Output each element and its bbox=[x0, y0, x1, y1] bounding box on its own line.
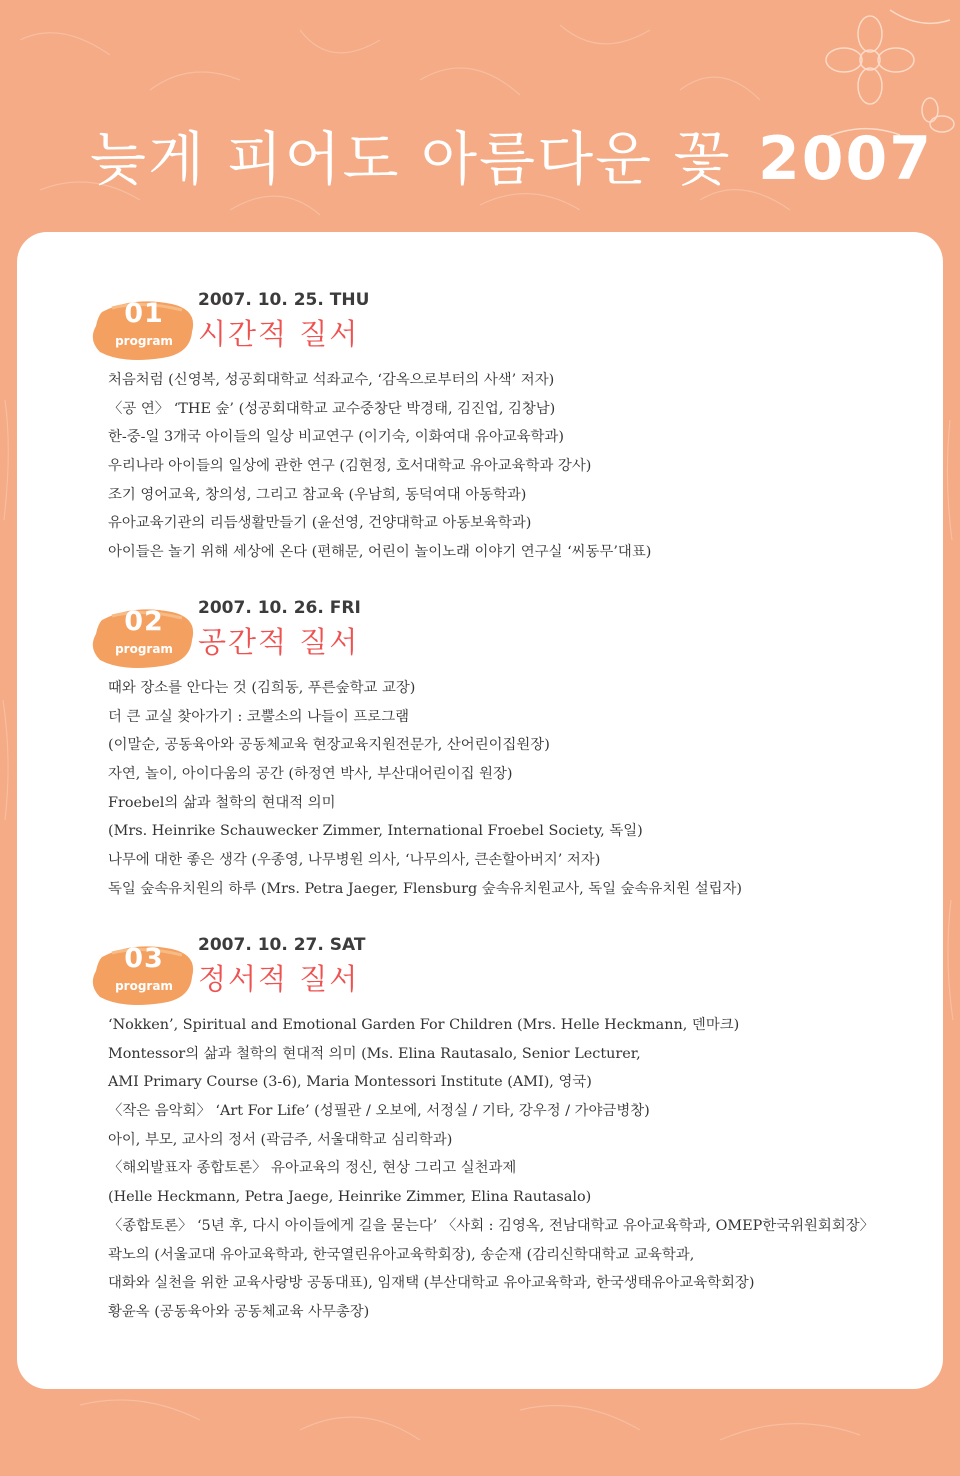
session-item: 아이, 부모, 교사의 정서 (곽금주, 서울대학교 심리학과) bbox=[108, 1131, 453, 1148]
session-item: 〈종합토론〉 ‘5년 후, 다시 아이들에게 길을 묻는다’ 〈사회 : 김영옥, 전남대학교 유아교육학과, OMEP한국위원회회장〉 bbox=[108, 1217, 875, 1234]
section-theme: 정서적 질서 bbox=[198, 962, 360, 996]
program-label: program bbox=[115, 979, 173, 993]
page-title bbox=[90, 112, 934, 194]
session-item: 독일 숲속유치원의 하루 (Mrs. Petra Jaeger, Flensburg 숲속유치원교사, 독일 숲속유치원 설립자) bbox=[108, 880, 743, 897]
session-item: Montessor의 삶과 철학의 현대적 의미 (Ms. Elina Rautasalo, Senior Lecturer, bbox=[108, 1045, 641, 1062]
section-date: 2007. 10. 27. SAT bbox=[198, 935, 366, 955]
content-card bbox=[17, 232, 943, 1389]
section-date: 2007. 10. 25. THU bbox=[198, 290, 370, 310]
session-item: 〈해외발표자 종합토론〉 유아교육의 정신, 현상 그리고 실천과제 bbox=[108, 1160, 517, 1177]
session-item: ‘Nokken’, Spiritual and Emotional Garden For Children (Mrs. Helle Heckmann, 덴마크) bbox=[108, 1017, 740, 1033]
session-list bbox=[108, 366, 651, 567]
program-badge bbox=[92, 604, 196, 670]
session-item: 우리나라 아이들의 일상에 관한 연구 (김현정, 호서대학교 유아교육학과 강사) bbox=[108, 458, 592, 475]
program-number: 01 bbox=[124, 298, 164, 329]
program-badge bbox=[92, 296, 196, 362]
session-item: 아이들은 놀기 위해 세상에 온다 (편해문, 어린이 놀이노래 이야기 연구실 ‘씨동무’대표) bbox=[108, 544, 652, 561]
session-item: 더 큰 교실 찾아가기 : 코뿔소의 나들이 프로그램 bbox=[108, 708, 409, 725]
session-item: 유아교육기관의 리듬생활만들기 (윤선영, 건양대학교 아동보육학과) bbox=[108, 515, 532, 532]
program-label: program bbox=[115, 334, 173, 348]
session-item: (이말순, 공동육아와 공동체교육 현장교육지원전문가, 산어린이집원장) bbox=[108, 737, 550, 754]
session-item: 대화와 실천을 위한 교육사랑방 공동대표), 임재택 (부산대학교 유아교육학과, 한국생태유아교육학회장) bbox=[108, 1275, 755, 1292]
program-label: program bbox=[115, 642, 173, 656]
session-item: 조기 영어교육, 창의성, 그리고 참교육 (우남희, 동덕여대 아동학과) bbox=[108, 486, 527, 503]
session-item: Froebel의 삶과 철학의 현대적 의미 bbox=[108, 794, 336, 811]
session-item: 곽노의 (서울교대 유아교육학과, 한국열린유아교육학회장), 송순재 (감리신학대학교 교육학과, bbox=[108, 1246, 695, 1263]
session-list bbox=[108, 1011, 874, 1327]
session-item: 자연, 놀이, 아이다움의 공간 (하정연 박사, 부산대어린이집 원장) bbox=[108, 766, 513, 783]
program-number: 02 bbox=[124, 606, 164, 637]
section-theme: 공간적 질서 bbox=[198, 625, 360, 659]
session-item: 한-중-일 3개국 아이들의 일상 비교연구 (이기숙, 이화여대 유아교육학과) bbox=[108, 429, 564, 446]
session-item: 나무에 대한 좋은 생각 (우종영, 나무병원 의사, ‘나무의사, 큰손할아버지’ 저자) bbox=[108, 852, 601, 869]
session-item: 〈작은 음악회〉 ‘Art For Life’ (성필관 / 오보에, 서정실 / 기타, 강우정 / 가야금병창) bbox=[108, 1103, 650, 1120]
session-item: 때와 장소를 안다는 것 (김희동, 푸른숲학교 교장) bbox=[108, 680, 416, 696]
session-item: 〈공 연〉 ‘THE 숲’ (성공회대학교 교수중창단 박경태, 김진업, 김창남) bbox=[108, 400, 556, 417]
session-item: AMI Primary Course (3-6), Maria Montessori Institute (AMI), 영국) bbox=[108, 1074, 592, 1091]
page-title-year: 2007 bbox=[758, 124, 934, 194]
session-item: 처음처럼 (신영복, 성공회대학교 석좌교수, ‘감옥으로부터의 사색’ 저자) bbox=[108, 372, 555, 388]
session-item: 황윤옥 (공동육아와 공동체교육 사무총장) bbox=[108, 1303, 370, 1320]
page-title-text: 늦게 피어도 아름다운 꽃 bbox=[90, 125, 732, 193]
session-item: (Helle Heckmann, Petra Jaege, Heinrike Zimmer, Elina Rautasalo) bbox=[108, 1189, 592, 1206]
section-theme: 시간적 질서 bbox=[198, 317, 360, 351]
session-item: (Mrs. Heinrike Schauwecker Zimmer, International Froebel Society, 독일) bbox=[108, 823, 643, 840]
section-date: 2007. 10. 26. FRI bbox=[198, 598, 361, 618]
session-list bbox=[108, 674, 742, 904]
program-badge bbox=[92, 941, 196, 1007]
program-number: 03 bbox=[124, 943, 164, 974]
